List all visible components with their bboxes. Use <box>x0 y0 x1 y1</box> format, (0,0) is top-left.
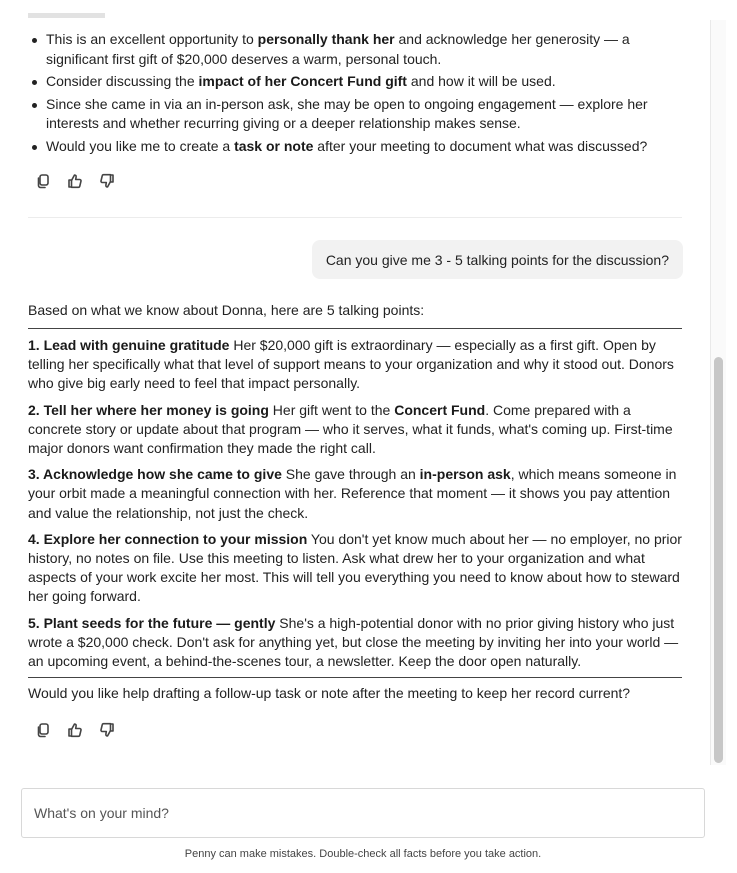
scrollbar-thumb[interactable] <box>714 357 723 763</box>
copy-icon <box>35 722 51 738</box>
thumbs-up-icon <box>67 722 83 738</box>
list-item: Would you like me to create a task or note after your meeting to document what was discussed? <box>28 137 678 157</box>
response-actions <box>34 721 116 739</box>
clipped-previous-text <box>28 8 148 18</box>
thumbs-down-icon <box>99 173 115 189</box>
thumbs-down-button[interactable] <box>98 721 116 739</box>
horizontal-rule <box>28 677 682 678</box>
assistant-closing-question: Would you like help drafting a follow-up task or note after the meeting to keep her record current? <box>28 685 631 701</box>
message-composer[interactable] <box>21 788 705 838</box>
copy-button[interactable] <box>34 721 52 739</box>
talking-points <box>28 336 684 678</box>
user-message-text: Can you give me 3 - 5 talking points for the discussion? <box>325 251 669 268</box>
talking-point: 4. Explore her connection to your mission You don't yet know much about her — no employer, no prior history, no notes on file. Use this meeting to listen. Ask what drew her to your organization and what aspects of your work excite her most. This will tell you everything you need to know about how to steward her going forward. <box>28 530 682 605</box>
user-message-bubble <box>312 240 683 279</box>
copy-button[interactable] <box>34 172 52 190</box>
thumbs-down-icon <box>99 722 115 738</box>
thumbs-down-button[interactable] <box>98 172 116 190</box>
response-actions <box>34 172 116 190</box>
copy-icon <box>35 173 51 189</box>
list-item: Consider discussing the impact of her Concert Fund gift and how it will be used. <box>28 72 678 92</box>
assistant-intro: Based on what we know about Donna, here are 5 talking points: <box>28 302 425 318</box>
previous-response-list <box>28 30 678 159</box>
thumbs-up-button[interactable] <box>66 172 84 190</box>
talking-point: 1. Lead with genuine gratitude Her $20,000 gift is extraordinary — especially as a first gift. Open by telling her specifically what that level of support means to your organization and why it stood out. Donors who give big early need to feel that impact personally. <box>28 337 674 392</box>
disclaimer-text: Penny can make mistakes. Double-check all facts before you take action. <box>184 848 542 860</box>
message-divider <box>28 217 682 218</box>
horizontal-rule <box>28 328 682 329</box>
talking-point: 2. Tell her where her money is going Her gift went to the Concert Fund. Come prepared with a concrete story or update about that program — who it serves, what it funds, what's coming up. First-time major donors want confirmation they made the right call. <box>28 401 673 457</box>
list-item: This is an excellent opportunity to personally thank her and acknowledge her generosity — a significant first gift of $20,000 deserves a warm, personal touch. <box>28 30 678 69</box>
message-input[interactable] <box>34 789 704 837</box>
thumbs-up-button[interactable] <box>66 721 84 739</box>
thumbs-up-icon <box>67 173 83 189</box>
list-item: Since she came in via an in-person ask, she may be open to ongoing engagement — explore her interests and whether recurring giving or a deeper relationship makes sense. <box>28 95 678 134</box>
talking-point: 3. Acknowledge how she came to give She gave through an in-person ask, which means someone in your orbit made a meaningful connection with her. Reference that moment — it shows you pay attention and value the relationship, not just the check. <box>28 466 677 521</box>
talking-point: 5. Plant seeds for the future — gently She's a high-potential donor with no prior giving history who just wrote a $20,000 check. Don't ask for anything yet, but close the meeting by inviting her into your world — an upcoming event, a behind-the-scenes tour, a newsletter. Keep the door open naturally. <box>28 614 679 670</box>
